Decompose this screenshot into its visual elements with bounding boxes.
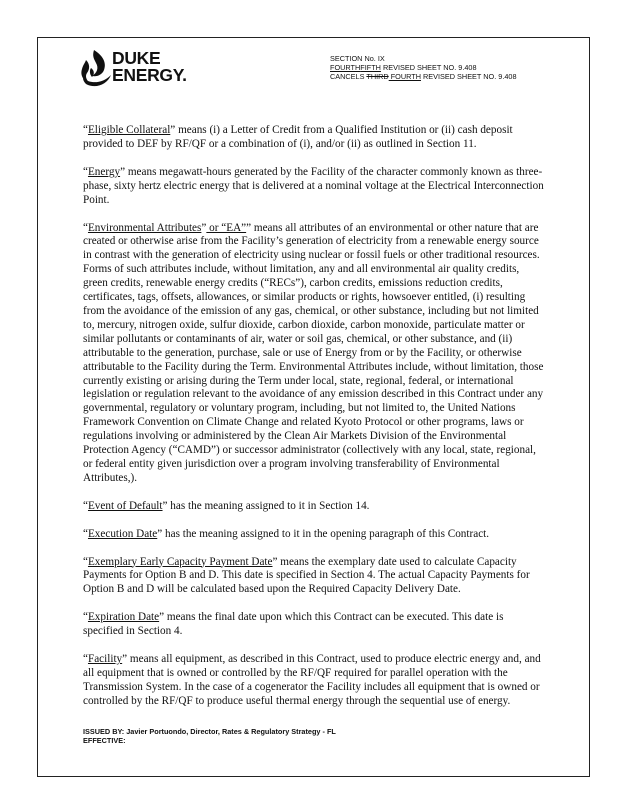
definition-paragraph: “Eligible Collateral” means (i) a Letter of Credit from a Qualified Institution or (ii) cash deposit provided to DEF by RF/QF or a combination of (i), and/or (ii) as outlined in Section 11.: [83, 124, 513, 150]
footer: [83, 727, 336, 745]
definition-text: means the final date upon which this Contract can be executed. This date is specified in Section 4.: [83, 611, 504, 638]
definition-paragraph: “Facility” means all equipment, as described in this Contract, used to produce electric energy and, and all equipment that is owned or controlled by the RF/QF required for parallel operation with the Transmission System. In the case of a cogenerator the Facility includes all equipment that is owned or controlled by the RF/QF to produce useful thermal energy through the sequential use of energy.: [83, 653, 541, 707]
effective-date: EFFECTIVE:: [83, 736, 126, 745]
document-page: [37, 37, 590, 777]
definitions-body: [83, 124, 545, 723]
definition-text: means (i) a Letter of Credit from a Qualified Institution or (ii) cash deposit provided to DEF by RF/QF or a combination of (i), and/or (ii) as outlined in Section 11.: [83, 124, 513, 150]
cancels-prefix: CANCELS: [330, 72, 367, 82]
definition-text: means all attributes of an environmental or other nature that are created or otherwise arise from the Facility’s generation of electricity from a renewable energy source in contrast with the generation of electricity using nuclear or fossil fuels or other traditional resources. Forms of such attributes include, without limitation, any and all environmental air quality credits, green credits, renewable energy credits (“RECs”), carbon credits, emissions reduction credits, certificates, tags, offsets, allowances, or similar products or rights, howsoever entitled, (i) resulting from the avoidance of the emission of any gas, chemical, or other substance, including but not limited to, mercury, nitrogen oxide, sulfur dioxide, carbon dioxide, carbon monoxide, particulate matter or similar pollutants or contaminants of air, water or soil gas, chemical, or other substance, and (ii) attributable to the generation, purchase, sale or use of Energy from or by the Facility, or otherwise attributable to the Facility during the Term. Environmental Attributes include, without limitation, those currently existing or arising during the Term under local, state, regional, federal, or international legislation or regulation relevant to the avoidance of any emission described in this Contract under any governmental, regulatory or voluntary program, including, but not limited to, the United Nations Framework Convention on Climate Change and related Kyoto Protocol or other programs, laws or regulations involving or administered by the Clean Air Markets Division of the Environmental Protection Agency (“CAMD”) or successor administrator (collectively with any local, state, regional, or federal entity given jurisdiction over a program involving transferability of Environmental Attributes,).: [83, 221, 544, 484]
logo-line-1: DUKE: [112, 48, 161, 68]
defined-term: Facility: [87, 653, 123, 666]
definition-paragraph: “Environmental Attributes” or “EA”” means all attributes of an environmental or other nature that are created or otherwise arise from the Facility’s generation of electricity from a renewable energy source in contrast with the generation of electricity using nuclear or fossil fuels or other traditional resources. Forms of such attributes include, without limitation, any and all environmental air quality credits, green credits, renewable energy credits (“RECs”), carbon credits, emissions reduction credits, certificates, tags, offsets, allowances, or similar products or rights, howsoever entitled, (i) resulting from the avoidance of the emission of any gas, chemical, or other substance, including but not limited to, mercury, nitrogen oxide, sulfur dioxide, carbon dioxide, carbon monoxide, particulate matter or similar pollutants or contaminants of air, water or soil gas, chemical, or other substance, and (ii) attributable to the generation, purchase, sale or use of Energy from or by the Facility, or otherwise attributable to the Facility during the Term. Environmental Attributes include, without limitation, those currently existing or arising during the Term under local, state, regional, federal, or international legislation or regulation relevant to the avoidance of any emission described in this Contract under any governmental, regulatory or voluntary program, including, but not limited to, the United Nations Framework Convention on Climate Change and related Kyoto Protocol or other programs, laws or regulations involving or administered by the Clean Air Markets Division of the Environmental Protection Agency (“CAMD”) or successor administrator (collectively with any local, state, regional, or federal entity given jurisdiction over a program involving transferability of Environmental Attributes,).: [83, 221, 544, 484]
cancels-struck-revision: THIRD: [366, 72, 389, 82]
defined-term: Eligible Collateral: [87, 124, 171, 136]
definition-text: means the exemplary date used to calculate Capacity Payments for Option B and D. This date is specified in Section 4. The actual Capacity Payments for Option B and D will be calculated based upon the Required Capacity Delivery Date.: [83, 555, 530, 596]
cancels-inserted-revision: FOURTH: [388, 72, 421, 82]
defined-term: Energy: [87, 165, 121, 178]
defined-term: Event of Default: [87, 499, 163, 512]
defined-term: Exemplary Early Capacity Payment Date: [87, 555, 273, 568]
duke-energy-logo: [80, 48, 230, 94]
defined-term-alias: or “EA”: [206, 221, 247, 234]
logo-line-2: ENERGY.: [112, 65, 187, 85]
definition-text: has the meaning assigned to it in the opening paragraph of this Contract.: [162, 527, 490, 540]
definition-text: has the meaning assigned to it in Section 14.: [167, 499, 370, 512]
defined-term: Expiration Date: [87, 611, 160, 624]
definition-text: means megawatt-hours generated by the Facility of the character commonly known as three-phase, sixty hertz electric energy that is delivered at a nominal voltage at the Electrical Interconnection Point.: [83, 165, 544, 206]
issued-by: ISSUED BY: Javier Portuondo, Director, Rates & Regulatory Strategy - FL: [83, 727, 336, 736]
logo-wordmark: [112, 50, 187, 84]
definition-paragraph: “Execution Date” has the meaning assigned to it in the opening paragraph of this Contract.: [83, 527, 490, 540]
defined-term: Execution Date: [87, 527, 158, 540]
cancels-rest: REVISED SHEET NO. 9.408: [420, 72, 517, 82]
definition-text: means all equipment, as described in this Contract, used to produce electric energy and, and all equipment that is owned or controlled by the RF/QF required for parallel operation with the Transmission System. In the case of a cogenerator the Facility includes all equipment that is owned or controlled by the RF/QF to produce useful thermal energy through the sequential use of energy.: [83, 653, 541, 707]
cancels-sheet: [330, 72, 517, 81]
section-number: SECTION No. IX: [330, 54, 385, 63]
struck-revision: FOURTH: [330, 63, 361, 73]
inserted-revision: FIFTH: [360, 63, 381, 73]
sheet-number: [330, 63, 517, 72]
definition-paragraph: “Exemplary Early Capacity Payment Date” means the exemplary date used to calculate Capacity Payments for Option B and D. This date is specified in Section 4. The actual Capacity Payments for Option B and D will be calculated based upon the Required Capacity Delivery Date.: [83, 555, 530, 596]
sheet-info: [330, 54, 517, 82]
definition-paragraph: “Expiration Date” means the final date upon which this Contract can be executed. This date is specified in Section 4.: [83, 611, 504, 638]
sheet-number-rest: REVISED SHEET NO. 9.408: [380, 63, 477, 73]
definition-paragraph: “Energy” means megawatt-hours generated by the Facility of the character commonly known as three-phase, sixty hertz electric energy that is delivered at a nominal voltage at the Electrical Interconnection Point.: [83, 165, 544, 206]
defined-term: Environmental Attributes: [87, 221, 202, 234]
definition-paragraph: “Event of Default” has the meaning assigned to it in Section 14.: [83, 499, 370, 512]
duke-energy-flame-icon: [80, 48, 114, 88]
